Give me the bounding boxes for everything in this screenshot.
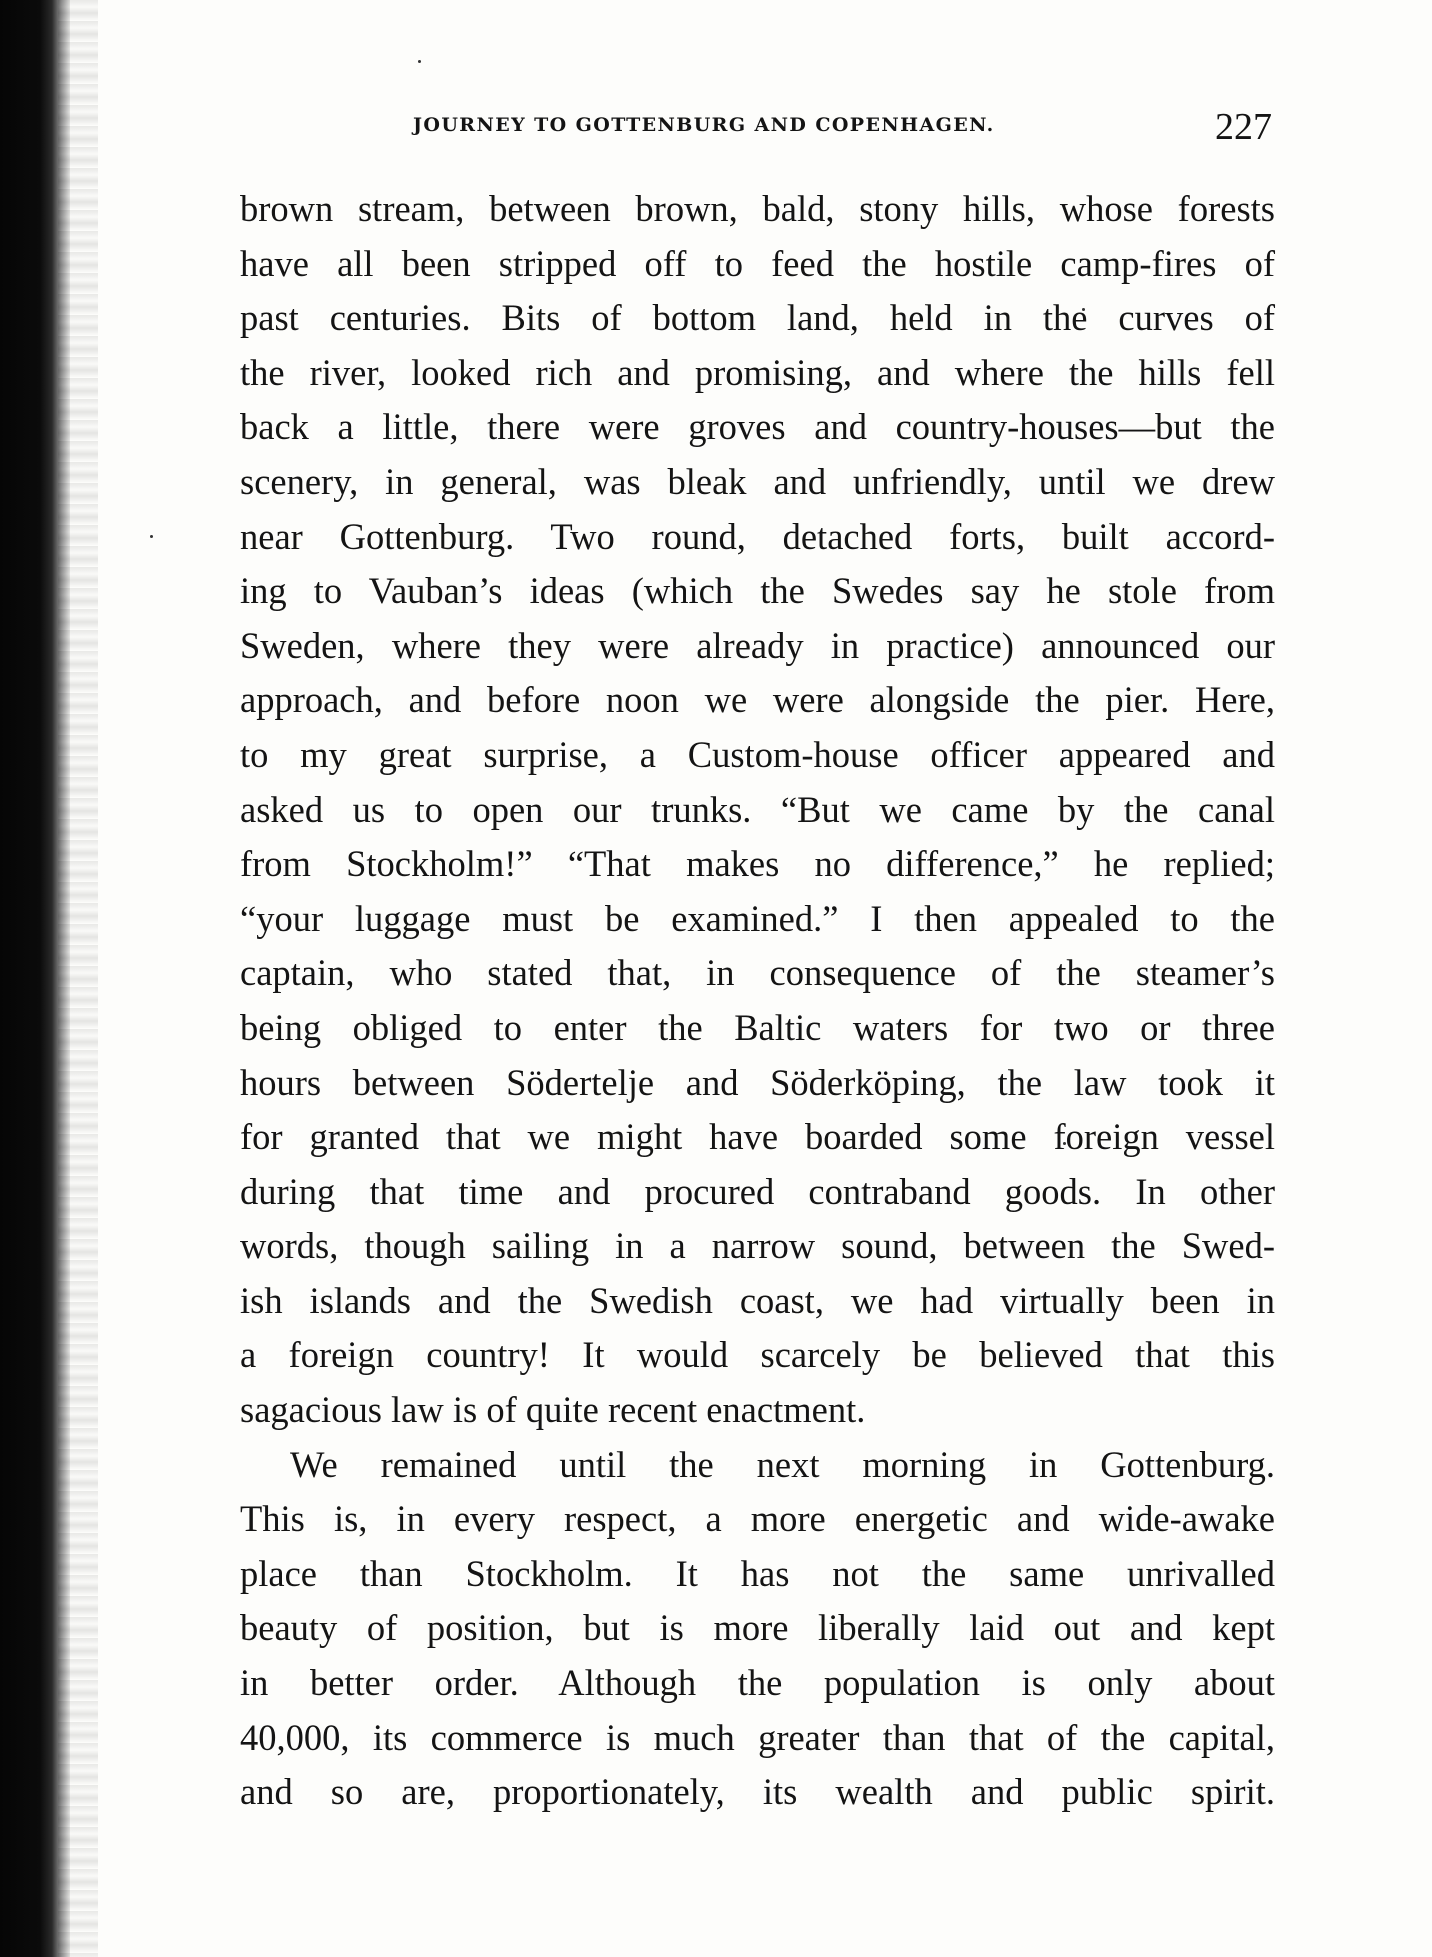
print-speck xyxy=(418,60,421,63)
text-line: past centuries. Bits of bottom land, held in the curves of xyxy=(240,297,1275,339)
text-line: back a little, there were groves and country-houses—but the xyxy=(240,406,1275,448)
text-line: during that time and procured contraband goods. In other xyxy=(240,1170,1275,1212)
text-line: from Stockholm!” “That makes no difference,” he replied; xyxy=(240,843,1275,885)
body-text xyxy=(240,182,1275,1820)
text-line: hours between Södertelje and Söderköping, the law took it xyxy=(240,1061,1275,1103)
text-line: have all been stripped off to feed the hostile camp-fires of xyxy=(240,242,1275,284)
text-line: sagacious law is of quite recent enactment. xyxy=(240,1389,866,1431)
text-line: ish islands and the Swedish coast, we had virtually been in xyxy=(240,1279,1275,1321)
print-speck xyxy=(150,535,153,538)
text-line: Sweden, where they were already in practice) announced our xyxy=(240,624,1275,666)
text-line: approach, and before noon we were alongside the pier. Here, xyxy=(240,679,1275,721)
text-line: near Gottenburg. Two round, detached forts, built accord- xyxy=(240,515,1275,557)
text-line: a foreign country! It would scarcely be believed that this xyxy=(240,1334,1275,1376)
book-page xyxy=(240,105,1275,1820)
text-line: beauty of position, but is more liberally laid out and kept xyxy=(240,1607,1275,1649)
text-line: for granted that we might have boarded some foreign vessel xyxy=(240,1116,1275,1158)
text-line: words, though sailing in a narrow sound, between the Swed- xyxy=(240,1225,1275,1267)
text-line: 40,000, its commerce is much greater than that of the capital, xyxy=(240,1716,1275,1758)
running-head xyxy=(240,105,1275,153)
text-line: This is, in every respect, a more energetic and wide-awake xyxy=(240,1498,1275,1540)
text-line: in better order. Although the population is only about xyxy=(240,1662,1275,1704)
scan-binding-texture xyxy=(58,0,98,1957)
text-line: to my great surprise, a Custom-house officer appeared and xyxy=(240,733,1275,775)
text-line: “your luggage must be examined.” I then appealed to the xyxy=(240,897,1275,939)
text-line: We remained until the next morning in Gottenburg. xyxy=(290,1443,1275,1485)
running-title: JOURNEY TO GOTTENBURG AND COPENHAGEN. xyxy=(413,114,995,136)
text-line: scenery, in general, was bleak and unfriendly, until we drew xyxy=(240,460,1275,502)
text-line: being obliged to enter the Baltic waters for two or three xyxy=(240,1006,1275,1048)
text-line: the river, looked rich and promising, and where the hills fell xyxy=(240,351,1275,393)
paragraph-2 xyxy=(240,1438,1275,1820)
paragraph-1 xyxy=(240,182,1275,1438)
text-line: place than Stockholm. It has not the same unrivalled xyxy=(240,1552,1275,1594)
text-line: brown stream, between brown, bald, stony hills, whose forests xyxy=(240,188,1275,229)
text-line: asked us to open our trunks. “But we came by the canal xyxy=(240,788,1275,830)
text-line: captain, who stated that, in consequence of the steamer’s xyxy=(240,952,1275,994)
text-line: ing to Vauban’s ideas (which the Swedes say he stole from xyxy=(240,570,1275,612)
text-line: and so are, proportionately, its wealth and public spirit. xyxy=(240,1771,1275,1813)
page-number: 227 xyxy=(1215,106,1272,148)
